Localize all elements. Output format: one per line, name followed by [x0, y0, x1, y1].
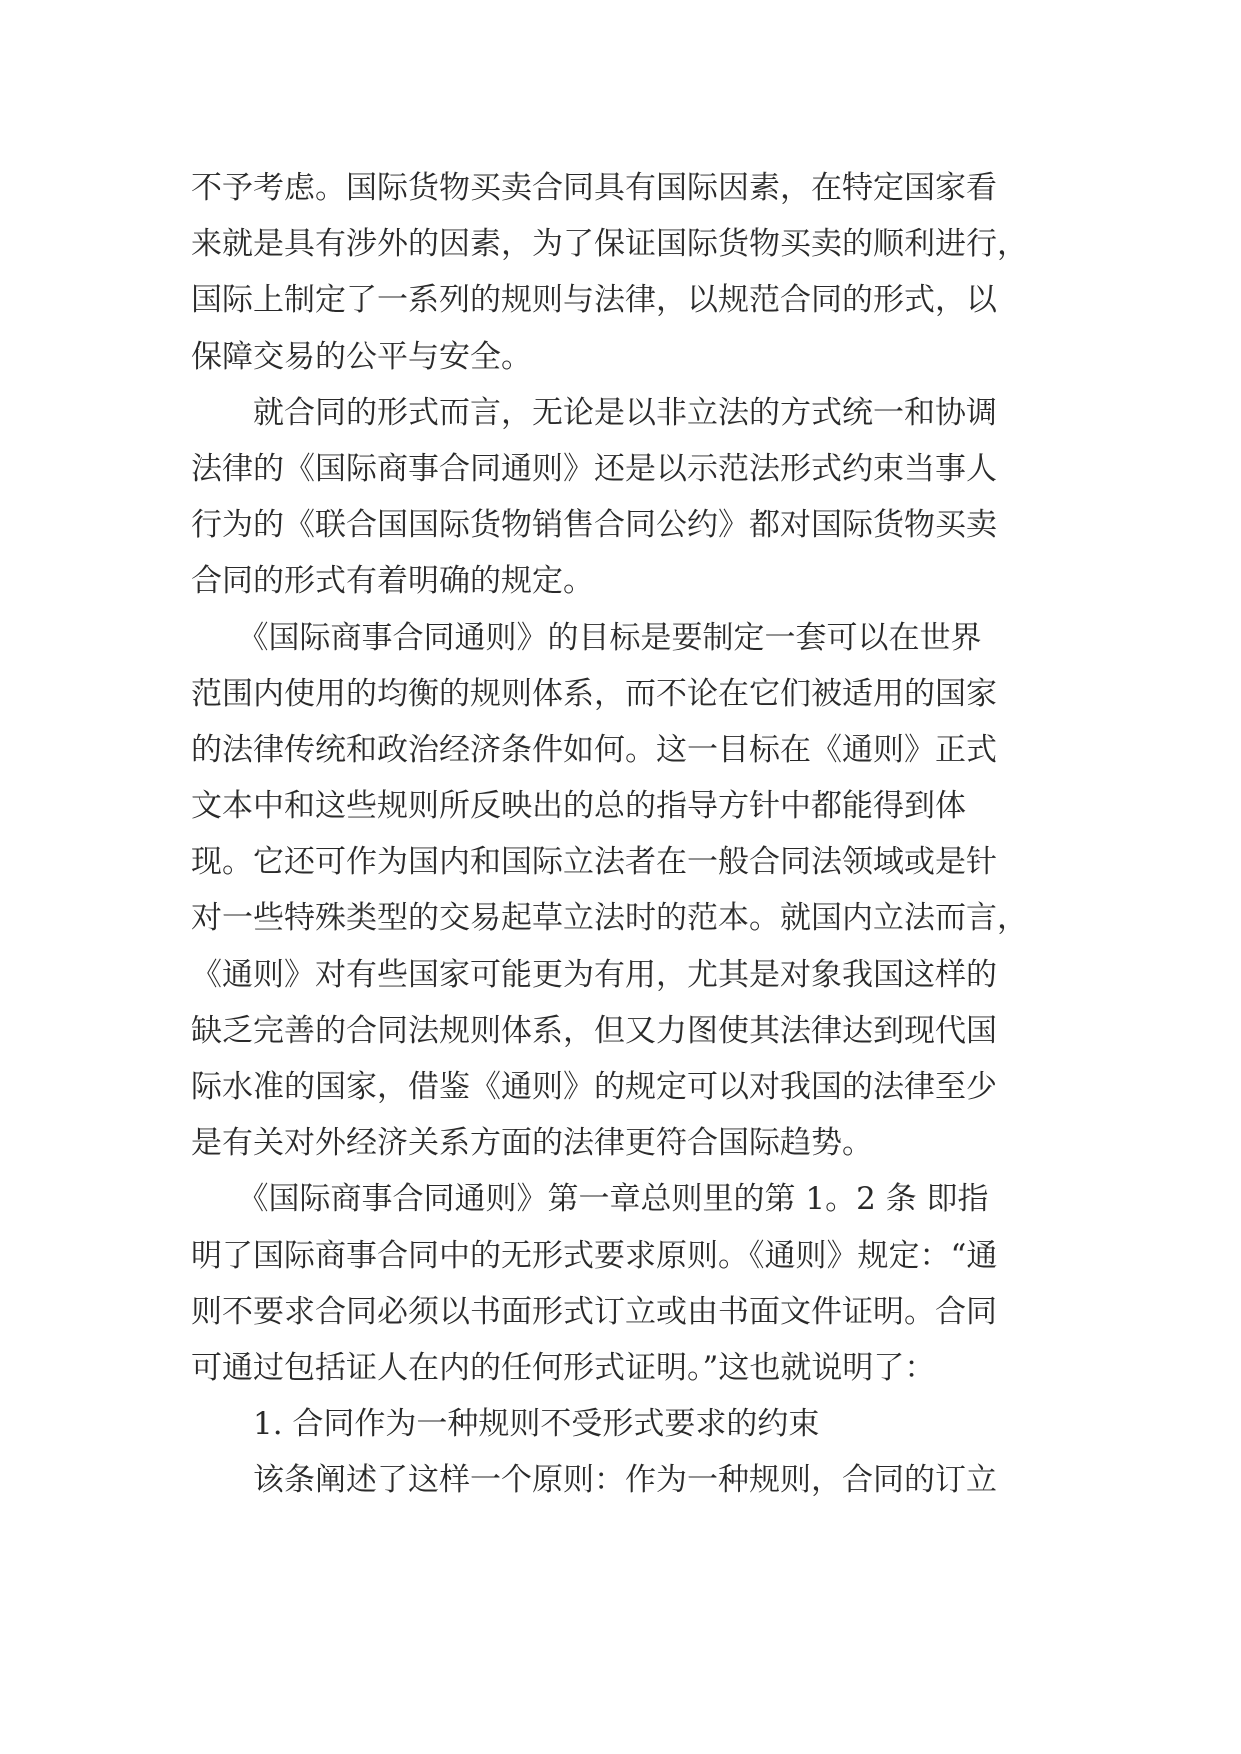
text-line: 法律的《国际商事合同通则》还是以示范法形式约束当事人 — [191, 450, 997, 487]
text-line: 《国际商事合同通则》的目标是要制定一套可以在世界 — [191, 619, 982, 656]
text-line: 的法律传统和政治经济条件如何。这一目标在《通则》正式 — [191, 731, 997, 768]
text-line: 文本中和这些规则所反映出的总的指导方针中都能得到体 — [191, 788, 966, 825]
text-line: 就合同的形式而言，无论是以非立法的方式统一和协调 — [191, 394, 997, 431]
text-line: 明了国际商事合同中的无形式要求原则。《通则》规定：“通 — [191, 1237, 998, 1274]
body-text — [191, 160, 1111, 1509]
text-line: 该条阐述了这样一个原则：作为一种规则，合同的订立 — [191, 1462, 997, 1499]
text-line: 《国际商事合同通则》第一章总则里的第 1。2 条 即指 — [191, 1181, 989, 1218]
text-line: 合同的形式有着明确的规定。 — [191, 563, 594, 600]
text-line: 则不要求合同必须以书面形式订立或由书面文件证明。合同 — [191, 1293, 997, 1330]
text-line: 可通过包括证人在内的任何形式证明。”这也就说明了： — [191, 1349, 936, 1386]
text-line: 《通则》对有些国家可能更为有用，尤其是对象我国这样的 — [191, 956, 997, 993]
text-line: 缺乏完善的合同法规则体系，但又力图使其法律达到现代国 — [191, 1012, 997, 1049]
text-line: 对一些特殊类型的交易起草立法时的范本。就国内立法而言， — [191, 900, 1028, 937]
text-line: 际水准的国家，借鉴《通则》的规定可以对我国的法律至少 — [191, 1069, 997, 1105]
text-line: 行为的《联合国国际货物销售合同公约》都对国际货物买卖 — [191, 507, 997, 544]
text-line: 不予考虑。国际货物买卖合同具有国际因素，在特定国家看 — [191, 170, 997, 206]
text-line: 来就是具有涉外的因素，为了保证国际货物买卖的顺利进行， — [191, 226, 1028, 263]
text-line: 保障交易的公平与安全。 — [191, 338, 532, 375]
text-line: 国际上制定了一系列的规则与法律，以规范合同的形式，以 — [191, 282, 997, 319]
text-line: 现。它还可作为国内和国际立法者在一般合同法领域或是针 — [191, 844, 997, 881]
text-line: 1. 合同作为一种规则不受形式要求的约束 — [191, 1406, 820, 1443]
text-line: 范围内使用的均衡的规则体系，而不论在它们被适用的国家 — [191, 675, 997, 712]
text-line: 是有关对外经济关系方面的法律更符合国际趋势。 — [191, 1125, 873, 1162]
